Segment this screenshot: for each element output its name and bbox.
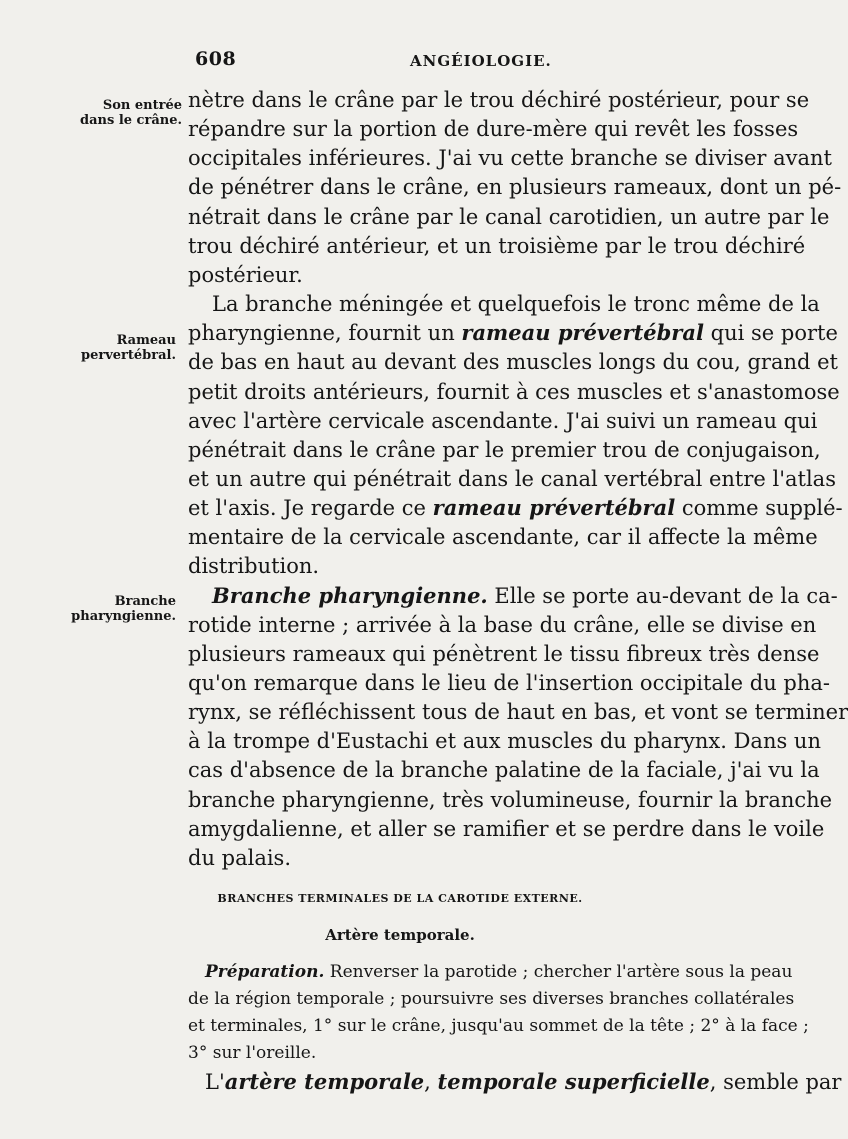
body-line-row (0, 846, 800, 870)
last-line (0, 1069, 842, 1094)
body-line-row (0, 292, 820, 317)
margin-note-rameau: Rameau pervertébral. (81, 333, 176, 363)
body-line-row (0, 612, 817, 637)
body-line: avec l'artère cervicale ascendante. J'ai suivi un rameau qui (188, 408, 818, 433)
page-header (0, 48, 800, 78)
body-line-row (0, 350, 838, 375)
prep-line-row (0, 1042, 800, 1064)
body-line: postérieur. (188, 262, 303, 287)
body-line: nétrait dans le crâne par le canal carotidien, un autre par le (188, 204, 830, 229)
prep-line-row (0, 988, 800, 1010)
body-line-row (0, 146, 832, 171)
body-line-row (0, 816, 825, 841)
body-line: à la trompe d'Eustachi et aux muscles du pharynx. Dans un (188, 729, 821, 754)
prep-line-row (0, 961, 800, 983)
body-line: cas d'absence de la branche palatine de la faciale, j'ai vu la (188, 758, 820, 783)
body-line: occipitales inférieures. J'ai vu cette branche se diviser avant (188, 146, 832, 171)
body-line-row (0, 379, 840, 404)
margin-note-branche: Branche pharyngienne. (71, 594, 176, 624)
body-line: et l'axis. Je regarde ce rameau prévertébral comme supplé- (188, 495, 843, 521)
body-line: trou déchiré antérieur, et un troisième par le trou déchiré (188, 233, 806, 258)
body-line: du palais. (188, 845, 292, 870)
body-line: et un autre qui pénétrait dans le canal vertébral entre l'atlas (188, 466, 836, 491)
body-line: rynx, se réfléchissent tous de haut en bas, et vont se terminer (188, 700, 848, 725)
body-line-row (0, 554, 800, 578)
body-line: répandre sur la portion de dure-mère qui revêt les fosses (188, 117, 799, 142)
margin-note-son-entree: Son entrée dans le crâne. (80, 98, 182, 128)
prep-line: de la région temporale ; poursuivre ses diverses branches collatérales (188, 989, 795, 1009)
body-line: de bas en haut au devant des muscles longs du cou, grand et (188, 350, 838, 375)
body-line-row (0, 700, 848, 725)
body-line-row (0, 466, 836, 491)
body-line: pénétrait dans le crâne par le premier trou de conjugaison, (188, 437, 821, 462)
page-number: 608 (195, 48, 237, 70)
body-line-row (0, 437, 821, 462)
prep-line: Préparation. Renverser la parotide ; chercher l'artère sous la peau (205, 962, 793, 982)
body-line: qu'on remarque dans le lieu de l'insertion occipitale du pha- (188, 671, 830, 695)
body-line: La branche méningée et quelquefois le tronc même de la (212, 292, 820, 317)
body-line-row (0, 582, 838, 608)
body-line-row (0, 525, 818, 550)
body-line: pharyngienne, fournit un rameau prévertébral qui se porte (188, 320, 838, 346)
body-line-row (0, 758, 820, 783)
body-line: de pénétrer dans le crâne, en plusieurs rameaux, dont un pé- (188, 175, 842, 200)
body-line-row (0, 263, 800, 287)
body-line-row (0, 320, 838, 346)
body-line: Branche pharyngienne. Elle se porte au-devant de la ca- (212, 582, 838, 608)
body-line-row (0, 671, 830, 695)
body-line: plusieurs rameaux qui pénètrent le tissu fibreux très dense (188, 641, 820, 666)
body-line-row (0, 204, 830, 229)
sub-heading: Artère temporale. (325, 926, 475, 944)
body-line-row (0, 175, 842, 200)
body-line-row (0, 233, 806, 258)
body-line-row (0, 88, 810, 112)
body-line-row (0, 641, 820, 666)
body-line-row (0, 787, 833, 812)
running-head: ANGÉIOLOGIE. (410, 52, 552, 70)
body-line: petit droits antérieurs, fournit à ces muscles et s'anastomose (188, 379, 840, 404)
prep-line-row (0, 1015, 809, 1037)
prep-line: 3° sur l'oreille. (188, 1043, 317, 1063)
body-line: nètre dans le crâne par le trou déchiré postérieur, pour se (188, 88, 810, 112)
body-line-row (0, 117, 800, 141)
body-line: amygdalienne, et aller se ramifier et se perdre dans le voile (188, 816, 825, 841)
body-line: L'artère temporale, temporale superficielle, semble par (205, 1069, 842, 1094)
body-line-row (0, 729, 821, 754)
body-line: rotide interne ; arrivée à la base du crâne, elle se divise en (188, 612, 817, 637)
body-line: branche pharyngienne, très volumineuse, fournir la branche (188, 787, 833, 812)
prep-line: et terminales, 1° sur le crâne, jusqu'au sommet de la tête ; 2° à la face ; (188, 1016, 809, 1036)
body-line-row (0, 495, 843, 521)
body-line: mentaire de la cervicale ascendante, car il affecte la même (188, 525, 818, 550)
body-line: distribution. (188, 554, 320, 579)
section-heading: BRANCHES TERMINALES DE LA CAROTIDE EXTERNE. (217, 892, 583, 905)
body-line-row (0, 408, 818, 433)
